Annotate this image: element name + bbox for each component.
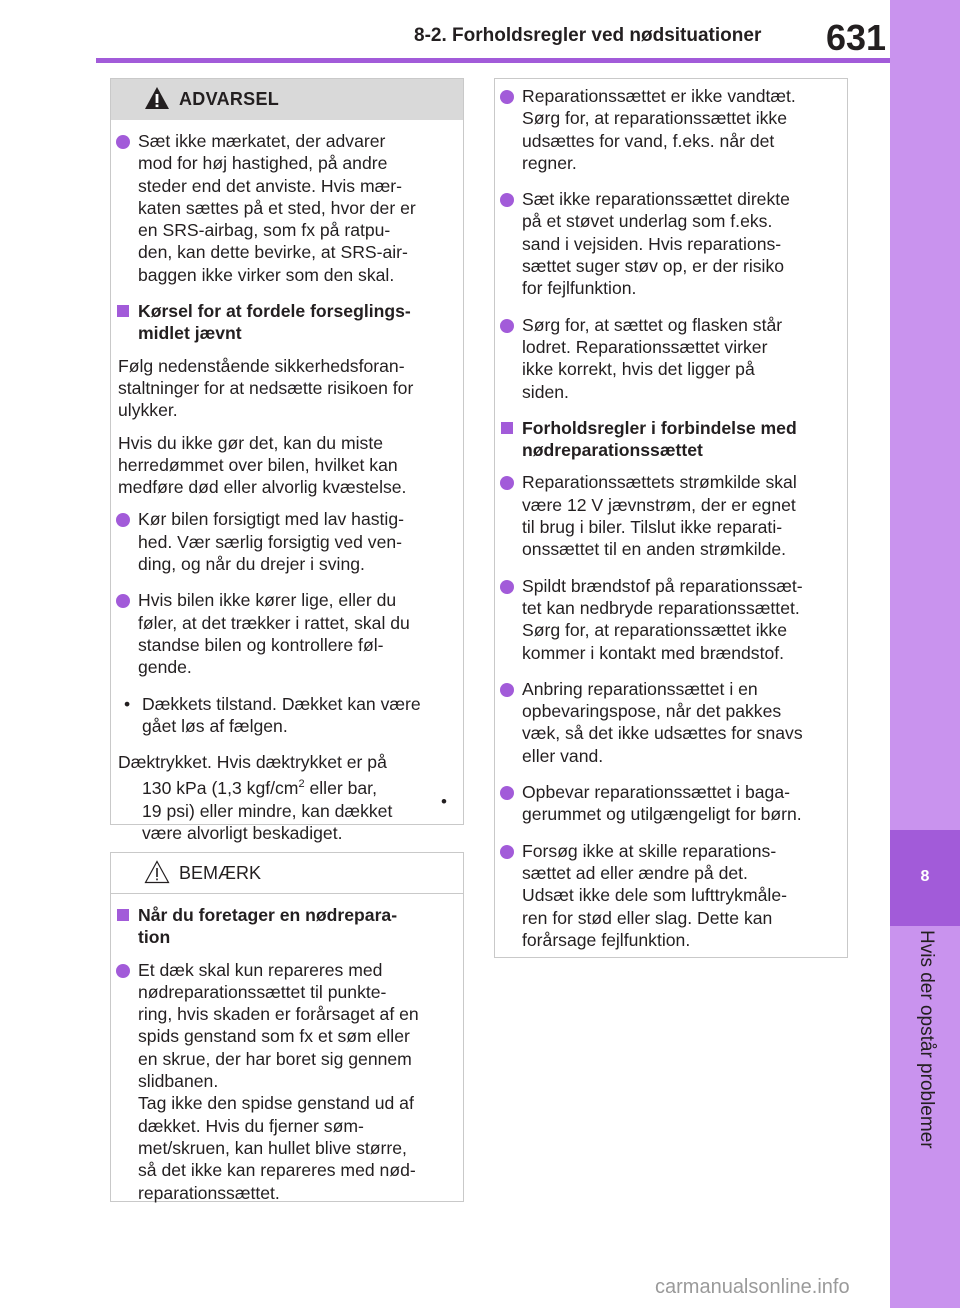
text-line: tet kan nedbryde reparationssættet. [522,597,800,618]
superscript: 2 [298,778,305,791]
text-line: gende. [138,657,192,678]
list-item [500,781,833,826]
list-item [500,840,833,951]
bullet-icon [116,594,130,608]
text-line: Sæt ikke mærkatet, der advarer [138,131,386,151]
paragraph-hanging [116,751,449,844]
warning-box [110,78,464,843]
text-line: gået løs af fælgen. [142,715,288,736]
text-line: sættet suger støv op, er der risiko [522,256,785,277]
warning-body [111,120,463,864]
warning-box-header [111,79,463,120]
text-fragment: 130 kPa (1,3 kgf/cm [142,778,299,799]
paragraph [116,432,449,499]
page-number: 631 [826,17,887,58]
text-line: lodret. Reparationssættet virker [522,336,768,357]
continued-body [495,79,847,975]
text-line: ding, og når du drejer i sving. [138,554,365,575]
text-line: Sørg for, at reparationssættet ikke [522,620,787,641]
bullet-icon [500,580,514,594]
text-line: Anbring reparationssættet i en [522,678,758,699]
list-item [116,130,449,286]
text-line: en skrue, der har boret sig gennem [138,1048,412,1069]
note-box [110,852,464,1202]
text-line: ring, hvis skaden er forårsaget af en [138,1004,419,1025]
text-line: eller vand. [522,745,604,766]
continued-warning-box [494,78,848,958]
text-line: Reparationssættets strømkilde skal [522,472,797,493]
text-line: Kør bilen forsigtigt med lav hastig- [138,509,404,530]
text-line: Sørg for, at reparationssættet ikke [522,108,787,129]
sub-list-item [116,693,449,738]
text-line: væk, så det ikke udsættes for snavs [522,723,803,744]
text-line: sand i vejsiden. Hvis reparations- [522,233,782,254]
warning-title: ADVARSEL [179,89,280,109]
text-line: Hvis du ikke gør det, kan du miste [118,432,383,453]
text-line: udsættes for vand, f.eks. når det [522,130,775,151]
chapter-title-text: Hvis der opstår problemer [916,930,937,1149]
text-line: forårsage fejlfunktion. [522,929,691,950]
end-mark: • [441,792,447,811]
text-line: tion [138,927,171,948]
text-line: så det ikke kan repareres med nød- [138,1160,416,1181]
bullet-icon [500,319,514,333]
bullet-icon [500,90,514,104]
text-line [118,773,449,799]
bullet-icon [500,683,514,697]
note-title: BEMÆRK [179,863,262,883]
text-line: Følg nedenstående sikkerhedsforan- [118,355,405,376]
text-line: siden. [522,381,569,402]
text-line: ren for stød eller slag. Dette kan [522,907,773,928]
text-line: reparationssættet. [138,1182,280,1203]
bullet-icon [500,786,514,800]
text-line: gerummet og utilgængeligt for børn. [522,804,802,825]
chapter-number: 8 [920,868,930,885]
subsection-heading [116,904,449,949]
text-line: Kørsel for at fordele forseglings- [138,301,411,322]
square-bullet-icon [117,909,129,921]
note-body [111,894,463,1228]
text-line: sættet ad eller ændre på det. [522,862,748,883]
text-line: være 12 V jævnstrøm, der er egnet [522,494,796,515]
text-line: til brug i biler. Tilslut ikke reparati- [522,517,783,538]
list-item [116,508,449,575]
bullet-icon [116,513,130,527]
text-line: hed. Vær særlig forsigtig ved ven- [138,531,403,552]
text-line: steder end det anviste. Hvis mær- [138,175,403,196]
section-title: 8-2. Forholdsregler ved nødsituationer [414,25,762,46]
text-line: den, kan dette bevirke, at SRS-air- [138,242,408,263]
list-item [116,959,449,1204]
text-line: på et støvet underlag som f.eks. [522,211,773,232]
text-line: Tag ikke den spidse genstand ud af [138,1093,414,1114]
text-line: dækket. Hvis du fjerner søm- [138,1115,364,1136]
list-item [500,188,833,299]
text-line: opbevaringspose, når det pakkes [522,701,782,722]
text-line: spids genstand som fx et søm eller [138,1026,410,1047]
text-line: Spildt brændstof på reparationssæt- [522,575,803,596]
text-line: for fejlfunktion. [522,278,637,299]
text-line: standse bilen og kontrollere føl- [138,634,384,655]
text-fragment: eller bar, [304,778,377,799]
text-line: være alvorligt beskadiget. [142,822,343,843]
chapter-title [893,930,957,1180]
warning-triangle-icon [144,86,170,110]
text-line: met/skruen, kan hullet blive større, [138,1137,407,1158]
square-bullet-icon [117,305,129,317]
text-line: Forholdsregler i forbindelse med [522,417,797,438]
text-line: midlet jævnt [138,323,242,344]
subsection-heading [500,417,833,462]
list-item [500,678,833,767]
caution-triangle-outline-icon [144,860,170,884]
text-line: Dæktrykket. Hvis dæktrykket er på [118,752,387,773]
list-item [500,471,833,560]
text-line: ulykker. [118,400,178,421]
list-item [500,575,833,664]
subsection-heading [116,300,449,345]
text-line: Et dæk skal kun repareres med [138,959,383,980]
list-item [500,314,833,403]
list-item [116,589,449,678]
text-line: Hvis bilen ikke kører lige, eller du [138,590,397,611]
text-line: Reparationssættet er ikke vandtæt. [522,86,796,106]
text-line: Når du foretager en nødrepara- [138,905,398,925]
text-line: baggen ikke virker som den skal. [138,264,395,285]
list-item [500,85,833,174]
text-line: Sæt ikke reparationssættet direkte [522,189,790,210]
square-bullet-icon [501,422,513,434]
text-line: Udsæt ikke dele som lufttrykmåle- [522,885,787,906]
header-rule [96,58,890,63]
bullet-icon [116,135,130,149]
text-line: staltninger for at nedsætte risikoen for [118,377,414,398]
text-line: nødreparationssættet [522,440,703,461]
bullet-icon [500,193,514,207]
text-line: Forsøg ikke at skille reparations- [522,840,777,861]
sub-bullet: • [124,693,131,714]
text-line: onssættet til en anden strømkilde. [522,539,787,560]
text-line: ikke korrekt, hvis det ligger på [522,359,755,380]
text-line: en SRS-airbag, som fx på ratpu- [138,220,391,241]
text-line: slidbanen. [138,1071,219,1092]
text-line: Dækkets tilstand. Dækket kan være [142,693,421,714]
text-line: katen sættes på et sted, hvor der er [138,197,416,218]
text-line: føler, at det trækker i rattet, skal du [138,612,410,633]
text-line: Opbevar reparationssættet i baga- [522,782,790,803]
item-text [138,130,449,286]
bullet-icon [500,845,514,859]
paragraph [116,355,449,422]
text-line: regner. [522,152,577,173]
text-line: nødreparationssættet til punkte- [138,981,387,1002]
text-line: Sørg for, at sættet og flasken står [522,314,783,335]
text-line: kommer i kontakt med brændstof. [522,642,785,663]
text-line: herredømmet over bilen, hvilket kan [118,454,398,475]
watermark-logo[interactable]: carmanualsonline.info [655,1276,850,1298]
text-line: 19 psi) eller mindre, kan dækket [142,800,393,821]
bullet-icon [116,964,130,978]
text-line: medføre død eller alvorlig kvæstelse. [118,477,407,498]
note-box-header [111,853,463,894]
bullet-icon [500,476,514,490]
text-line: mod for høj hastighed, på andre [138,153,388,174]
